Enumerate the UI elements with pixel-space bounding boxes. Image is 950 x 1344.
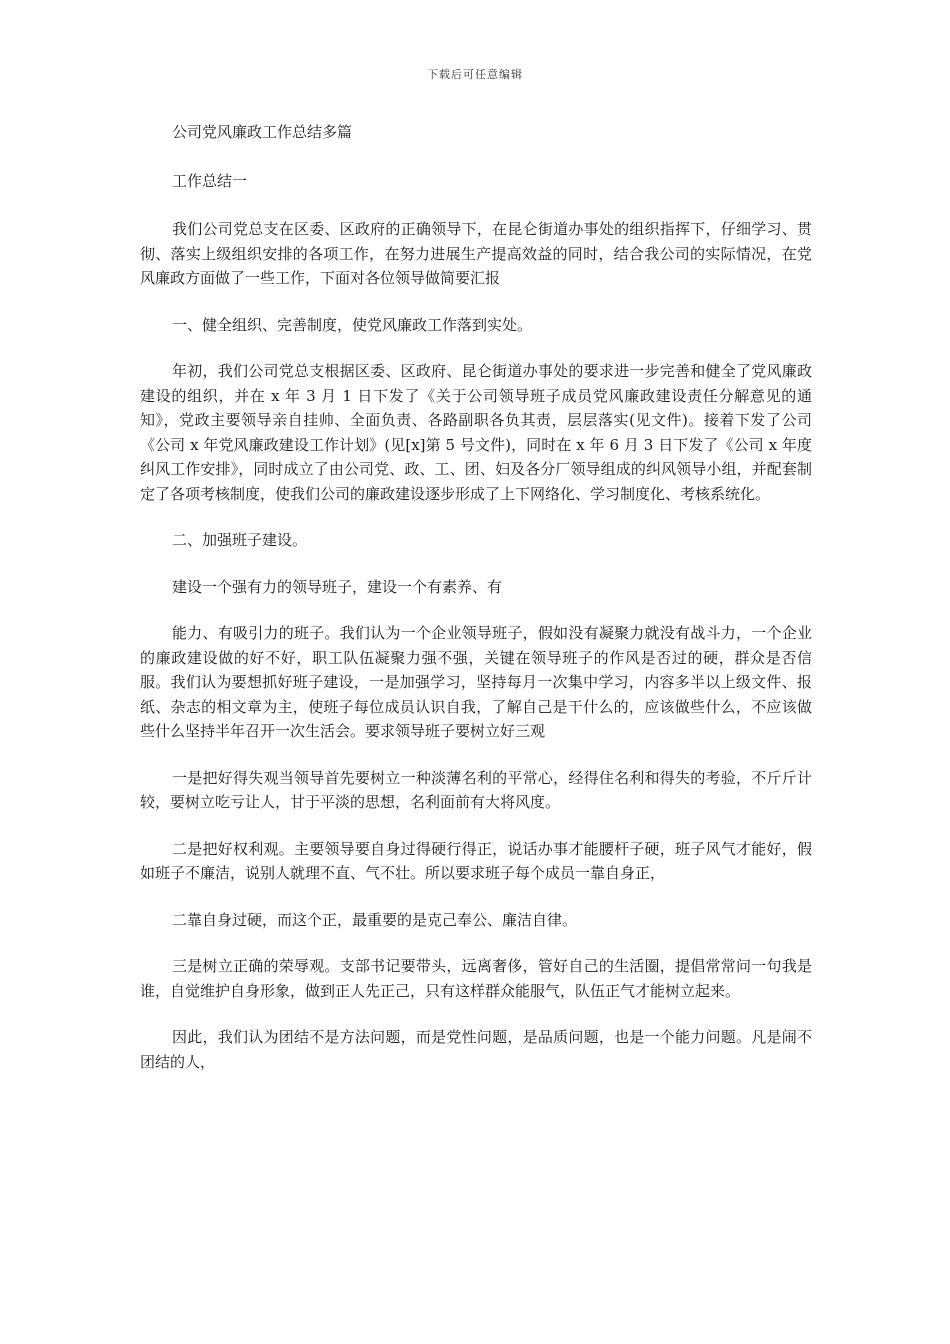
section-label: 工作总结一	[172, 171, 248, 190]
page-header-note: 下载后可任意编辑	[427, 68, 523, 81]
paragraph: 能力、有吸引力的班子。我们认为一个企业领导班子，假如没有凝聚力就没有战斗力，一个企业的廉政建设做的好不好，职工队伍凝聚力强不强，关键在领导班子的作风是否过的硬，群众是否信服。我们认为要想抓好班子建设，一是加强学习，坚持每月一次集中学习，内容多半以上级文件、报纸、杂志的相文章为主，使班子每位成员认识自我，了解自己是干什么的，应该做些什么，不应该做些什么坚持半年召开一次生活会。要求领导班子要树立好三观	[140, 624, 812, 740]
paragraph: 一是把好得失观当领导首先要树立一种淡薄名利的平常心，经得住名利和得失的考验，不斤斤计较，要树立吃亏让人，甘于平淡的思想，名利面前有大将风度。	[140, 768, 812, 811]
paragraph: 二靠自身过硬，而这个正，最重要的是克己奉公、廉洁自律。	[172, 910, 578, 929]
paragraph: 三是树立正确的荣辱观。支部书记要带头，远离奢侈，管好自己的生活圈，提倡常常问一句我是谁，自觉维护自身形象，做到正人先正己，只有这样群众能服气，队伍正气才能树立起来。	[140, 957, 812, 1000]
paragraph: 二是把好权利观。主要领导要自身过得硬行得正，说话办事才能腰杆子硬，班子风气才能好，假如班子不廉洁，说别人就理不直、气不壮。所以要求班子每个成员一靠自身正，	[140, 839, 812, 882]
section-heading: 二、加强班子建设。	[172, 531, 308, 549]
paragraph: 建设一个强有力的领导班子，建设一个有素养、有	[172, 577, 503, 596]
paragraph: 因此，我们认为团结不是方法问题，而是党性问题，是品质问题，也是一个能力问题。凡是闹不团结的人，	[140, 1028, 812, 1071]
document-title: 公司党风廉政工作总结多篇	[172, 123, 353, 141]
paragraph: 年初，我们公司党总支根据区委、区政府、昆仑街道办事处的要求进一步完善和健全了党风廉政建设的组织，并在 x 年 3 月 1 日下发了《关于公司领导班子成员党风廉政建设责任分解意见的通知》，党政主要领导亲自挂帅、全面负责、各路副职各负其责，层层落实(见文件)。接着下发了公司《公司 x 年党风廉政建设工作计划》(见[x]第 5 号文件)，同时在 x 年 6 月 3 日下发了《公司 x 年度纠风工作安排》，同时成立了由公司党、政、工、团、妇及各分厂领导组成的纠风领导小组，并配套制定了各项考核制度，使我们公司的廉政建设逐步形成了上下网络化、学习制度化、考核系统化。	[140, 362, 812, 503]
document-body	[140, 120, 812, 1074]
section-heading: 一、健全组织、完善制度，使党风廉政工作落到实处。	[172, 315, 533, 334]
paragraph: 我们公司党总支在区委、区政府的正确领导下，在昆仑街道办事处的组织指挥下，仔细学习、贯彻、落实上级组织安排的各项工作，在努力进展生产提高效益的同时，结合我公司的实际情况，在党风廉政方面做了一些工作，下面对各位领导做简要汇报	[140, 220, 812, 287]
